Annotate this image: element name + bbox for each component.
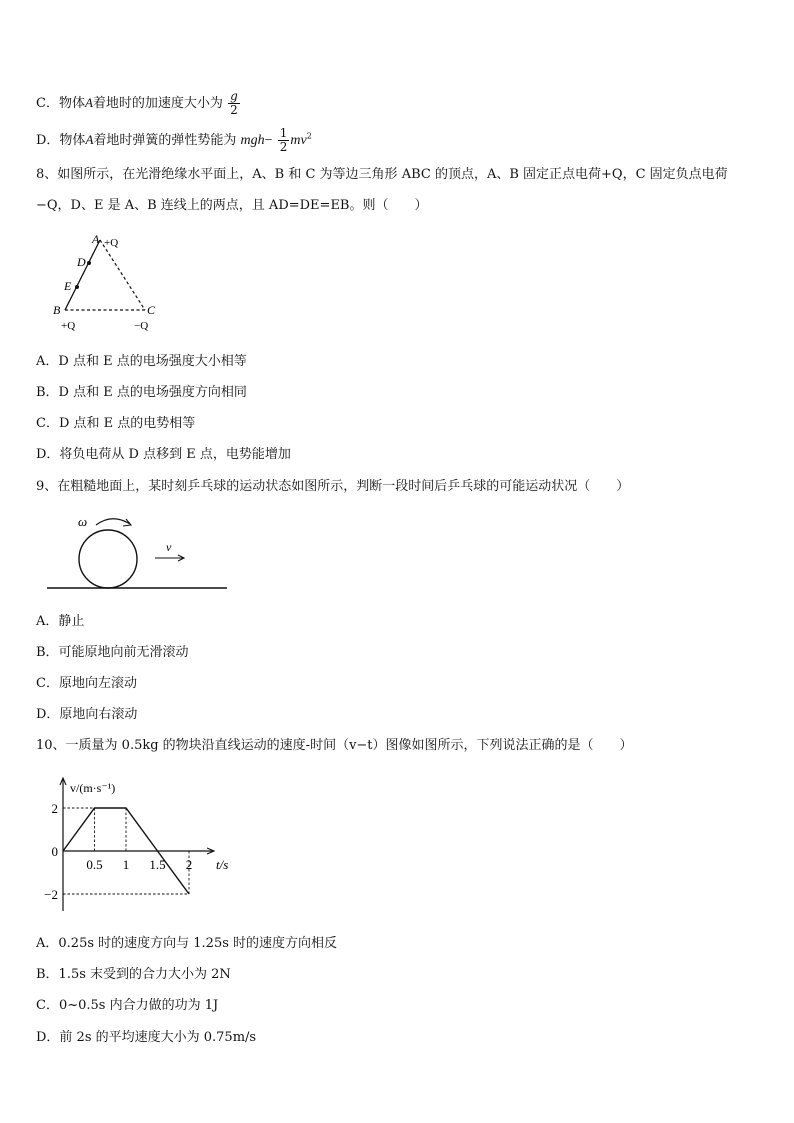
v-label: v: [166, 540, 172, 554]
q9-option-a: A．静止: [36, 614, 85, 629]
q9-option-c: C．原地向左滚动: [36, 676, 137, 691]
fraction: $\frac{1}{2}$: [279, 126, 288, 154]
q10-option-c: C．0~0.5s 内合力做的功为 1J: [36, 998, 219, 1013]
q8-option-a: A．D 点和 E 点的电场强度大小相等: [36, 354, 247, 369]
q9-option-d: D．原地向右滚动: [36, 707, 138, 722]
label-a-charge: +Q: [104, 237, 119, 249]
q7-option-d: D．物体A着地时弹簧的弹性势能为 mgh− $\frac{1}{2}$ $mv^2$: [36, 126, 312, 154]
label-e: E: [64, 279, 72, 293]
label-a: A: [92, 232, 100, 246]
y-tick-label: 0: [51, 844, 58, 859]
q9-option-b: B．可能原地向前无滑滚动: [36, 645, 189, 660]
fraction: $\frac{g}{2}$: [230, 89, 238, 117]
q10-option-b: B．1.5s 末受到的合力大小为 2N: [36, 967, 231, 982]
q8-option-b: B．D 点和 E 点的电场强度方向相同: [36, 385, 247, 400]
y-tick-label: −2: [44, 887, 58, 902]
q10-option-a: A．0.25s 时的速度方向与 1.25s 时的速度方向相反: [36, 936, 338, 951]
x-tick-label: 2: [185, 857, 193, 872]
x-axis-label: t/s: [216, 857, 229, 872]
q10-option-d: D．前 2s 的平均速度大小为 0.75m/s: [36, 1030, 257, 1045]
q8-option-c: C．D 点和 E 点的电势相等: [36, 416, 196, 431]
label-d: D: [77, 255, 86, 269]
label-c: C: [147, 303, 156, 317]
q10-stem: 10、一质量为 0.5kg 的物块沿直线运动的速度-时间（v−t）图像如图所示，下列说法正确的是（ ）: [36, 738, 633, 753]
label-b: B: [53, 303, 61, 317]
q8-stem-line2: −Q，D、E 是 A、B 连线上的两点，且 AD=DE=EB。则（ ）: [36, 198, 428, 213]
q7-option-c: C．物体A着地时的加速度大小为 $\frac{g}{2}$: [36, 89, 238, 117]
q8-stem-line1: 8、如图所示，在光滑绝缘水平面上，A、B 和 C 为等边三角形 ABC 的顶点，A、B 固定正点电荷+Q，C 固定负点电荷: [36, 167, 728, 182]
label-c-charge: −Q: [134, 320, 149, 332]
y-tick-label: 2: [51, 801, 58, 816]
x-tick-label: 1.5: [149, 857, 166, 872]
label-b-charge: +Q: [61, 320, 76, 332]
y-axis-label: v/(m·s⁻¹): [70, 781, 116, 795]
x-tick-label: 0.5: [86, 857, 103, 872]
omega-label: ω: [78, 514, 88, 529]
q8-option-d: D．将负电荷从 D 点移到 E 点，电势能增加: [36, 447, 291, 462]
x-tick-label: 1: [122, 857, 130, 872]
q9-stem: 9、在粗糙地面上，某时刻乒乓球的运动状态如图所示，判断一段时间后乒乓球的可能运动状况（ ）: [36, 479, 630, 494]
